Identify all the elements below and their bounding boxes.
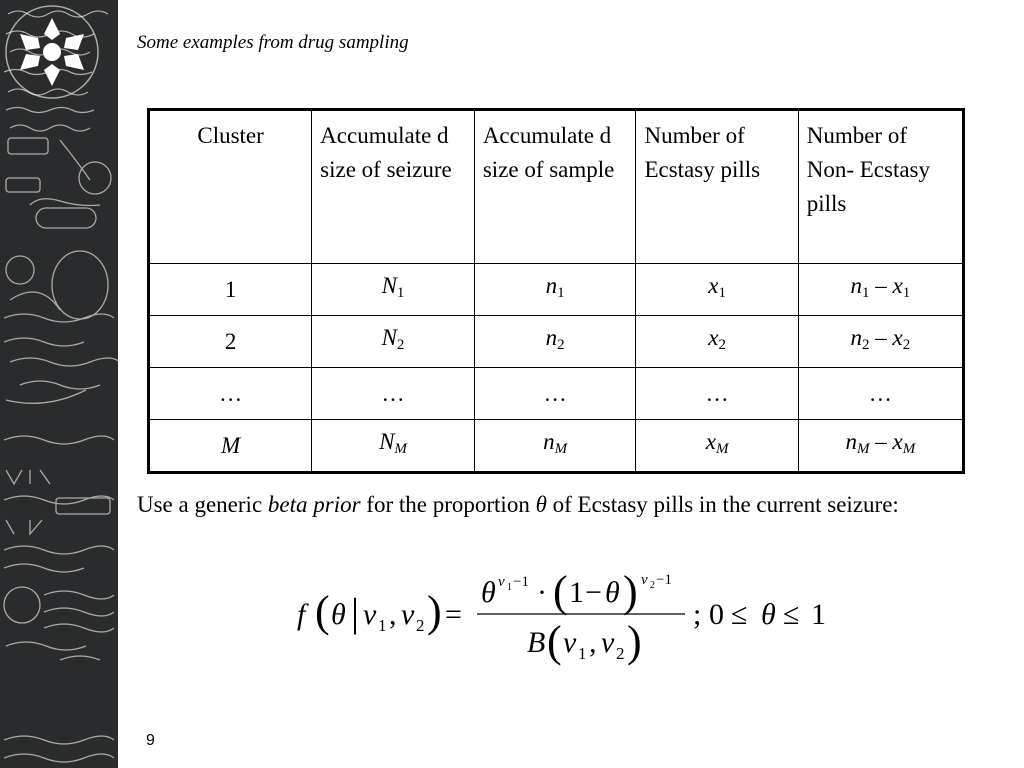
svg-text:θ: θ: [605, 576, 620, 609]
cell-ecstasy-count: $x_2$: [636, 316, 798, 368]
svg-text:,: ,: [589, 626, 597, 659]
svg-text:≤: ≤: [731, 598, 748, 631]
header-seizure-size: Accumulate d size of seizure: [312, 110, 475, 264]
beta-prior-paragraph: Use a generic beta prior for the proportion θ of Ecstasy pills in the current seizure:: [137, 492, 899, 517]
svg-text:;: ;: [693, 598, 702, 631]
header-cluster: Cluster: [149, 110, 312, 264]
svg-text:−: −: [585, 576, 602, 609]
cell-ecstasy-count: $x_1$: [636, 264, 798, 316]
beta-prior-formula: [295, 566, 855, 666]
slide-subtitle: Some examples from drug sampling: [137, 32, 409, 53]
cell-ecstasy-count: $x_M$: [636, 420, 798, 473]
svg-text:1: 1: [569, 576, 584, 609]
cell-seizure-size: $N_1$: [312, 264, 475, 316]
cell-seizure-size: $N_M$: [312, 420, 475, 473]
svg-text:ν: ν: [641, 572, 648, 588]
cell-non-ecstasy-count: $n_2 - x_2$: [798, 316, 963, 368]
cell-sample-size: …: [474, 368, 636, 420]
svg-text:): ): [623, 567, 638, 616]
svg-text:1: 1: [811, 598, 826, 631]
svg-text:=: =: [445, 598, 462, 631]
svg-text:−1: −1: [513, 574, 529, 590]
cell-non-ecstasy-count: $n_1 - x_1$: [798, 264, 963, 316]
svg-text:2: 2: [616, 644, 625, 663]
svg-text:θ: θ: [761, 598, 776, 631]
svg-text:1: 1: [507, 582, 512, 593]
cell-cluster: 2: [149, 316, 312, 368]
chalkboard-sidebar: [0, 0, 118, 768]
table-row: [149, 368, 964, 420]
svg-text:·: ·: [537, 576, 547, 609]
svg-text:≤: ≤: [783, 598, 800, 631]
svg-text:): ): [427, 587, 442, 636]
cell-cluster: 1: [149, 264, 312, 316]
svg-text:ν: ν: [498, 574, 505, 590]
cell-non-ecstasy-count: $n_M - x_M$: [798, 420, 963, 473]
svg-text:ν: ν: [363, 598, 377, 631]
svg-text:): ): [627, 617, 642, 666]
cell-sample-size: $n_M$: [474, 420, 636, 473]
svg-text:1: 1: [578, 644, 587, 663]
svg-text:ν: ν: [563, 626, 577, 659]
cell-cluster: …: [149, 368, 312, 420]
header-sample-size: Accumulate d size of sample: [474, 110, 636, 264]
cell-ecstasy-count: …: [636, 368, 798, 420]
svg-text:1: 1: [378, 616, 387, 635]
svg-text:(: (: [553, 567, 568, 616]
cell-cluster: M: [149, 420, 312, 473]
university-seal-logo: [0, 0, 104, 104]
svg-text:(: (: [315, 587, 330, 636]
svg-text:2: 2: [416, 616, 425, 635]
cell-sample-size: $n_2$: [474, 316, 636, 368]
svg-text:ν: ν: [401, 598, 415, 631]
svg-text:B: B: [527, 626, 546, 659]
table-row: [149, 264, 964, 316]
table-header-row: [149, 110, 964, 264]
svg-text:−1: −1: [656, 572, 672, 588]
svg-text:0: 0: [709, 598, 724, 631]
svg-text:ν: ν: [601, 626, 615, 659]
sampling-table: [147, 108, 965, 474]
chalk-doodles: [0, 0, 118, 768]
page-number: 9: [146, 732, 155, 749]
formula-graphic: [295, 566, 855, 666]
emphasis-beta-prior: beta prior: [267, 492, 361, 517]
header-non-ecstasy-count: Number of Non- Ecstasy pills: [798, 110, 963, 264]
svg-text:2: 2: [650, 580, 655, 591]
svg-text:f: f: [297, 598, 306, 631]
cell-sample-size: $n_1$: [474, 264, 636, 316]
header-ecstasy-count: Number of Ecstasy pills: [636, 110, 798, 264]
cell-seizure-size: $N_2$: [312, 316, 475, 368]
cell-non-ecstasy-count: …: [798, 368, 963, 420]
svg-text:(: (: [547, 617, 562, 666]
cell-seizure-size: …: [312, 368, 475, 420]
table-row: [149, 420, 964, 473]
svg-text:|: |: [351, 590, 360, 635]
svg-text:θ: θ: [331, 598, 346, 631]
svg-text:,: ,: [389, 598, 397, 631]
svg-text:θ: θ: [481, 576, 496, 609]
table-row: [149, 316, 964, 368]
